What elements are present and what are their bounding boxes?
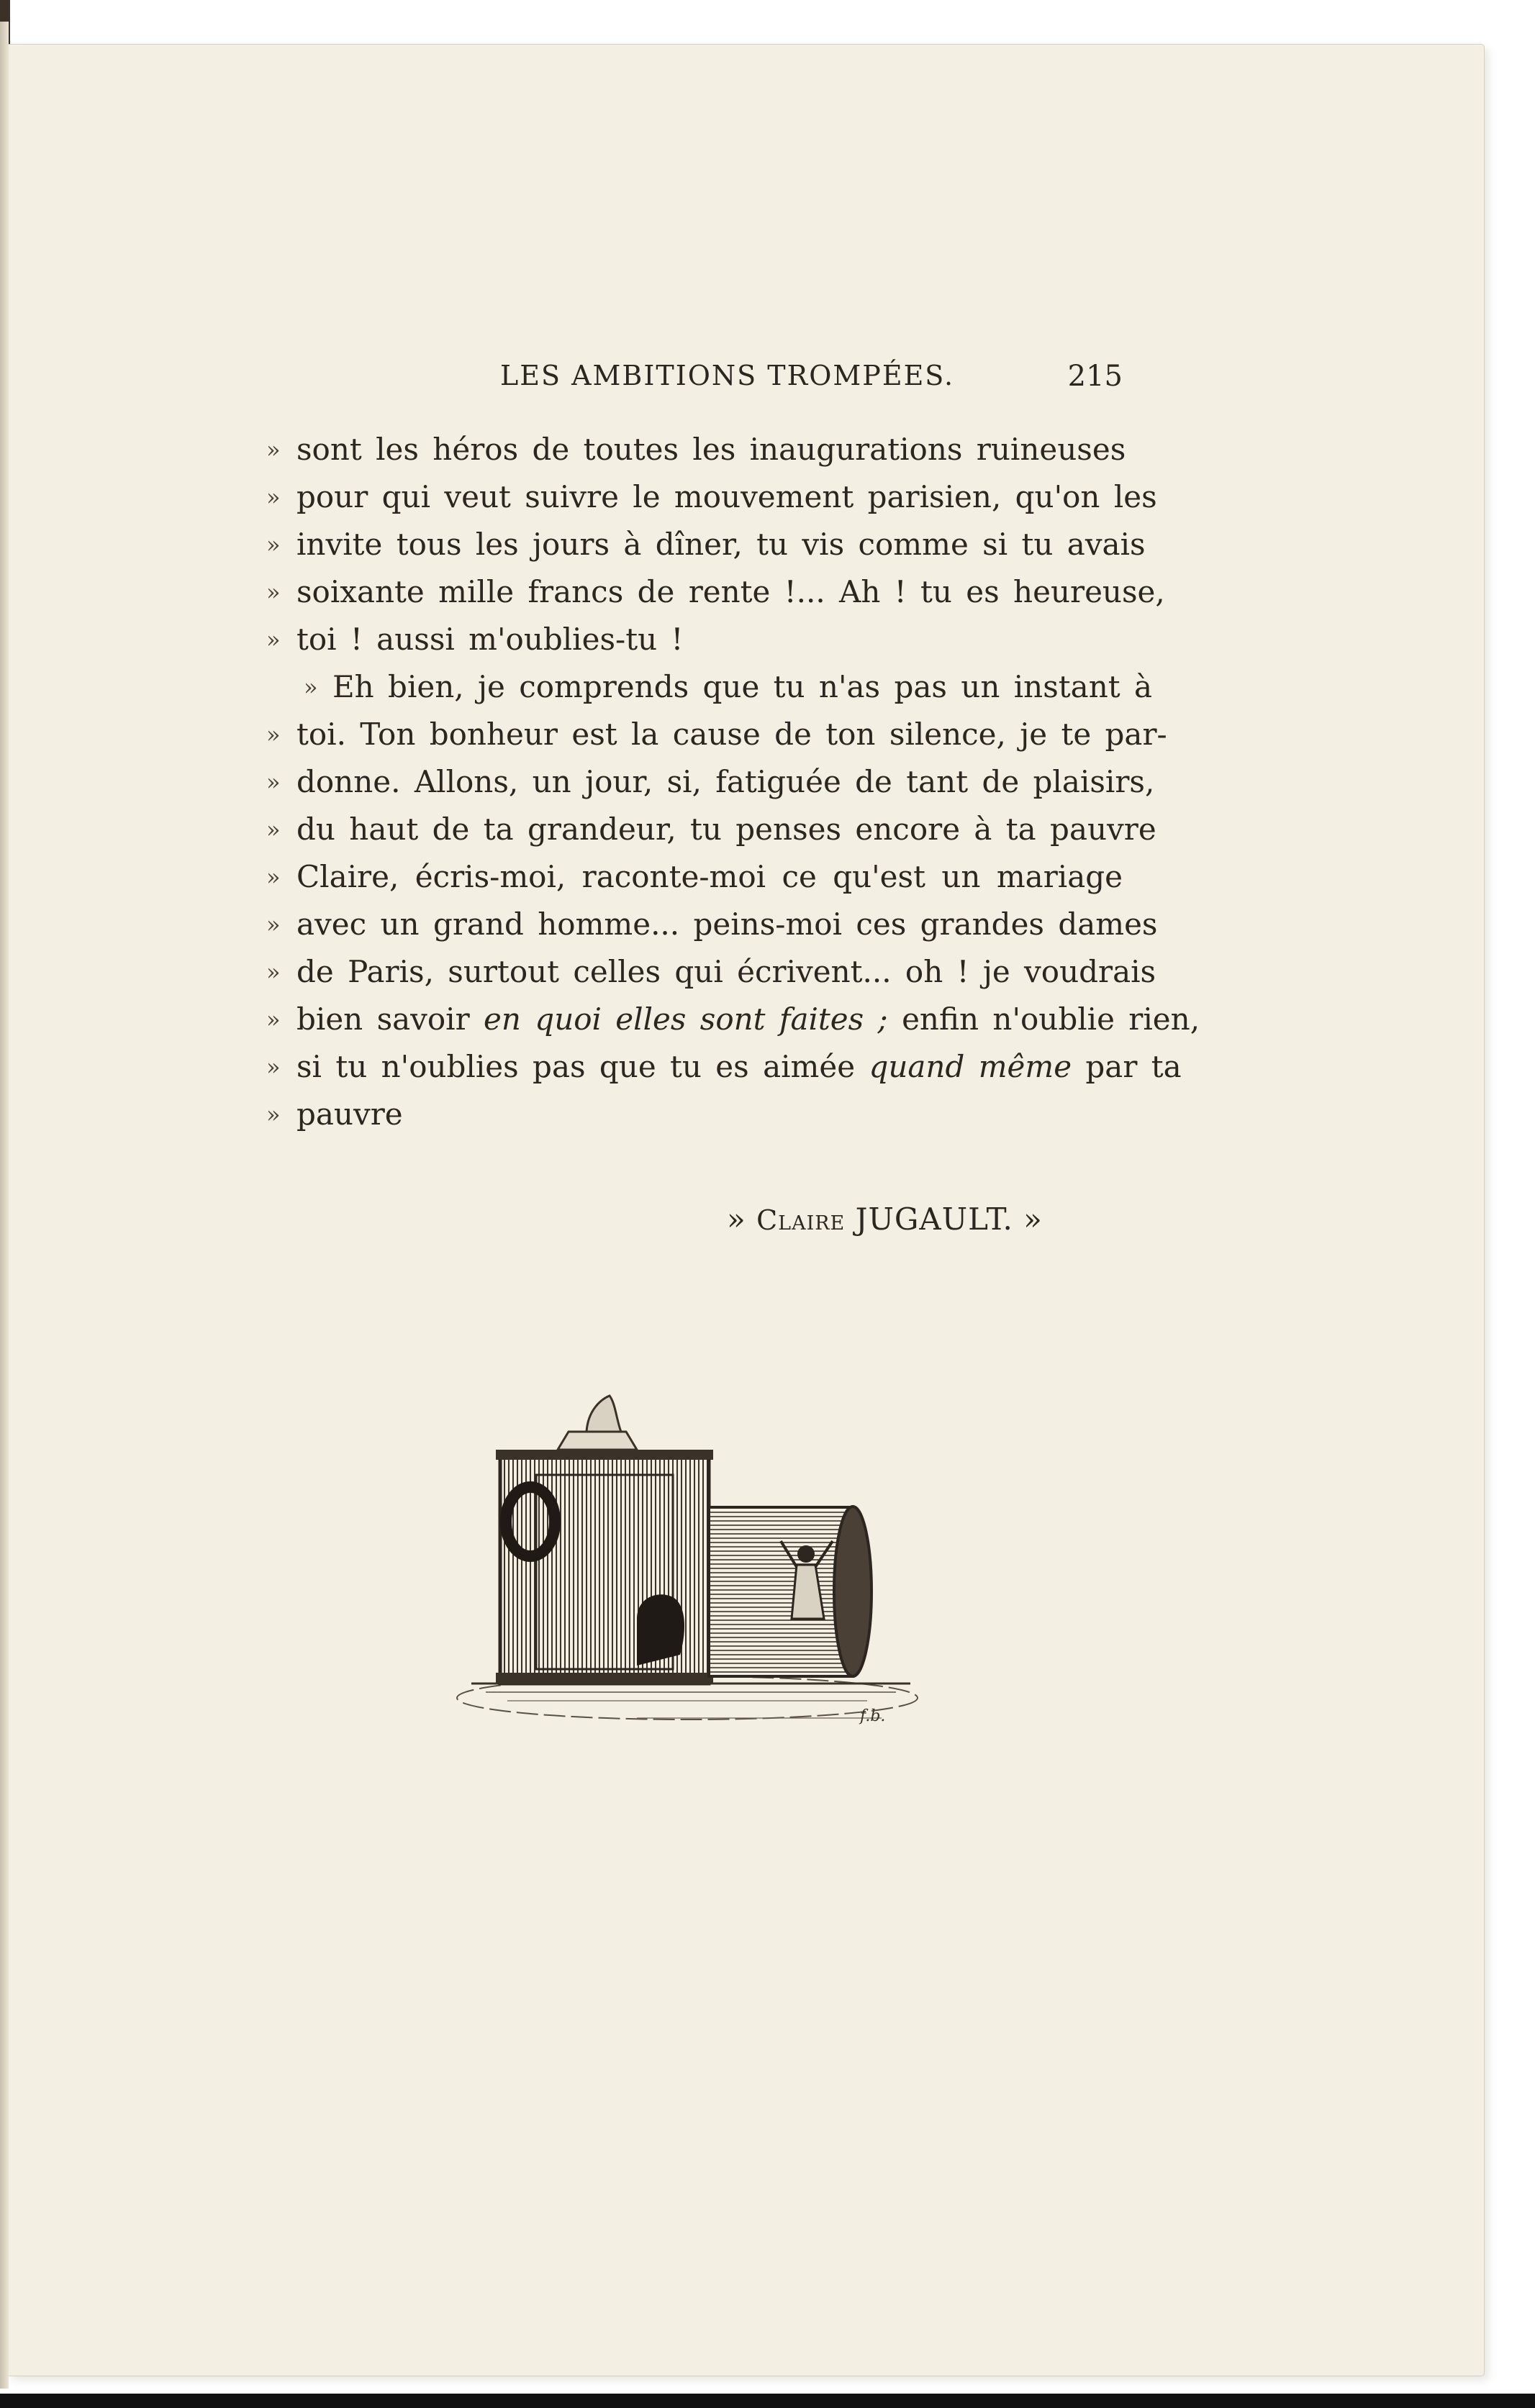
- quote-mark: »: [266, 721, 281, 748]
- text-line: » de Paris, surtout celles qui écrivent... oh ! je voudrais: [266, 948, 1123, 996]
- text-line: » pour qui veut suivre le mouvement parisien, qu'on les: [266, 473, 1123, 521]
- quote-mark: »: [266, 1101, 281, 1128]
- text-line: » soixante mille francs de rente !... Ah ! tu es heureuse,: [266, 568, 1123, 616]
- text-line: » sont les héros de toutes les inaugurations ruineuses: [266, 426, 1123, 473]
- quote-mark: »: [266, 768, 281, 796]
- svg-text:f.b.: f.b.: [860, 1707, 886, 1725]
- quote-mark: »: [266, 863, 281, 891]
- quote-mark: »: [266, 436, 281, 463]
- text-line: » toi ! aussi m'oublies-tu !: [266, 616, 1123, 663]
- signature-last-name: JUGAULT.: [855, 1201, 1013, 1237]
- quote-mark: »: [304, 673, 318, 701]
- quote-mark: »: [266, 626, 281, 653]
- letter-signature: [727, 1201, 1043, 1237]
- letter-text: [266, 426, 1200, 1138]
- quote-mark: »: [1023, 1201, 1043, 1237]
- text-line: » donne. Allons, un jour, si, fatiguée de tant de plaisirs,: [266, 758, 1123, 806]
- quote-mark: »: [266, 1053, 281, 1081]
- text-line: » bien savoir en quoi elles sont faites ; enfin n'oublie rien,: [266, 996, 1123, 1043]
- quote-mark: »: [266, 816, 281, 843]
- text-line-paragraph-start: » Eh bien, je comprends que tu n'as pas un instant à: [266, 663, 1123, 711]
- quote-mark: »: [266, 578, 281, 606]
- signature-first-name: Claire: [756, 1204, 846, 1236]
- italic-phrase: quand même: [869, 1049, 1072, 1084]
- text-line: » pauvre: [266, 1091, 1123, 1138]
- running-head: LES AMBITIONS TROMPÉES.: [500, 360, 955, 391]
- page-header: [266, 360, 1123, 403]
- text-line: » du haut de ta grandeur, tu penses encore à ta pauvre: [266, 806, 1123, 853]
- text-line: » toi. Ton bonheur est la cause de ton silence, je te par-: [266, 711, 1123, 758]
- italic-phrase: en quoi elles sont faites ;: [484, 1001, 888, 1037]
- text-line: » avec un grand homme... peins-moi ces grandes dames: [266, 901, 1123, 948]
- quote-mark: »: [266, 958, 281, 986]
- engraving-birdcage-and-squirrel-wheel-icon: [421, 1381, 954, 1755]
- text-line: » Claire, écris-moi, raconte-moi ce qu'est un mariage: [266, 853, 1123, 901]
- quote-mark: »: [266, 531, 281, 558]
- text-line: » si tu n'oublies pas que tu es aimée quand même par ta: [266, 1043, 1123, 1091]
- scan-bottom-edge: [0, 2394, 1535, 2408]
- quote-mark: »: [727, 1201, 746, 1237]
- quote-mark: »: [266, 483, 281, 511]
- page-number: 215: [1067, 360, 1123, 393]
- page-edge: [0, 22, 9, 2389]
- quote-mark: »: [266, 1006, 281, 1033]
- text-line: » invite tous les jours à dîner, tu vis comme si tu avais: [266, 521, 1123, 568]
- quote-mark: »: [266, 911, 281, 938]
